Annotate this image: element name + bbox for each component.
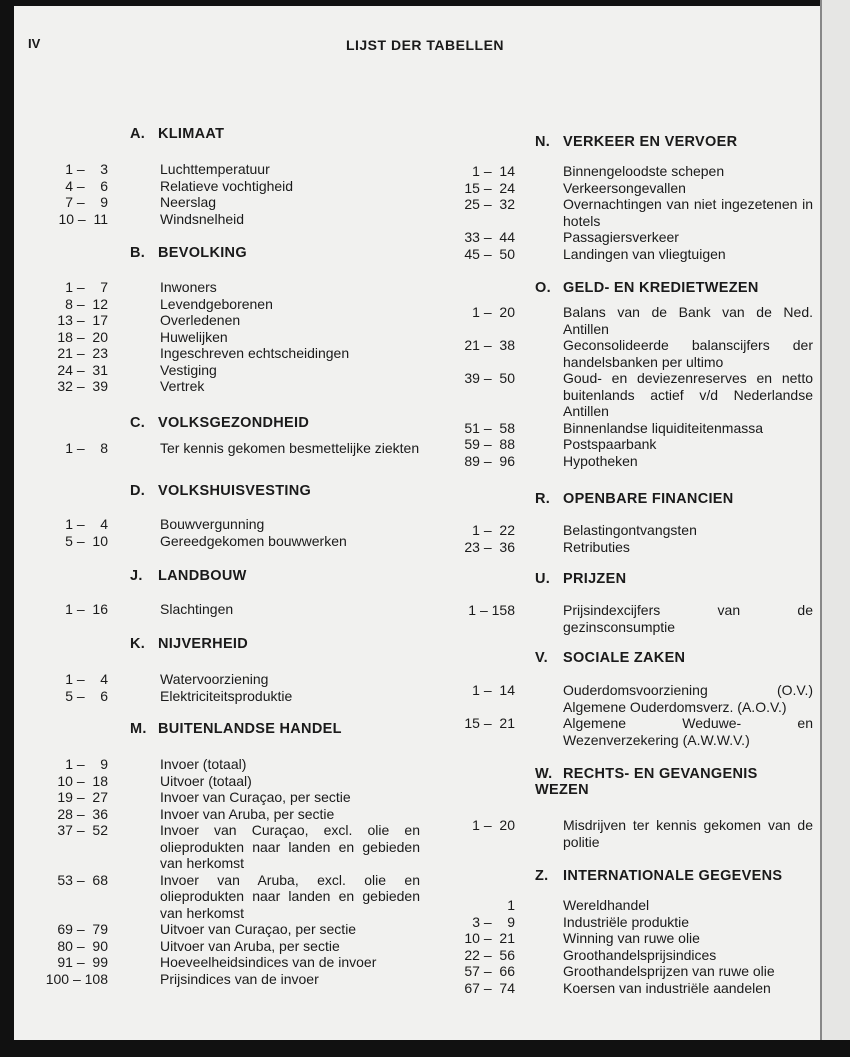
- table-range: 15 – 24: [464, 179, 515, 196]
- table-range: 67 – 74: [464, 979, 515, 996]
- section-heading: [535, 868, 782, 884]
- table-entry: [18, 789, 420, 806]
- table-title: Landingen van vliegtuigen: [563, 245, 726, 262]
- table-range: 28 – 36: [57, 805, 108, 822]
- section-heading: [535, 491, 734, 507]
- table-range: 3 – 9: [472, 913, 515, 930]
- table-entry: [420, 602, 813, 635]
- table-title: Relatieve vochtigheid: [160, 177, 294, 194]
- table-entry: [420, 914, 813, 931]
- table-title: Groothandelsprijzen van ruwe olie: [563, 963, 775, 979]
- table-title: Misdrijven ter kennis gekomen van de politie: [563, 817, 813, 850]
- section-heading: [535, 571, 626, 587]
- table-entry: [18, 178, 420, 195]
- section-heading: [535, 650, 685, 666]
- table-range: 89 – 96: [464, 452, 515, 469]
- table-entry: [18, 161, 420, 178]
- section-letter: C.: [130, 415, 146, 431]
- table-range: 39 – 50: [464, 370, 515, 386]
- table-entry: [18, 296, 420, 313]
- section-name: SOCIALE ZAKEN: [563, 650, 686, 666]
- table-entry: [420, 337, 813, 370]
- table-range: 37 – 52: [57, 822, 108, 838]
- table-range: 21 – 23: [57, 345, 108, 361]
- table-entry: [18, 822, 420, 872]
- table-title: Huwelijken: [160, 328, 228, 345]
- section-name: RECHTS- EN GEVANGENIS WEZEN: [535, 766, 758, 798]
- table-range: 91 – 99: [57, 954, 108, 970]
- table-entry: [18, 971, 420, 988]
- table-entry: [18, 516, 420, 533]
- table-range: 10 – 21: [464, 930, 515, 946]
- table-entry: [420, 930, 813, 947]
- table-range: 80 – 90: [57, 937, 108, 954]
- table-list: [18, 516, 420, 549]
- table-title: Uitvoer (totaal): [160, 772, 252, 789]
- table-entry: [420, 682, 813, 715]
- table-title: Overledenen: [160, 312, 241, 328]
- table-range: 1 – 7: [65, 279, 108, 295]
- table-entry: [18, 312, 420, 329]
- scan-edge: [0, 1040, 850, 1057]
- table-range: 18 – 20: [57, 328, 108, 345]
- table-range: 1 – 16: [65, 601, 108, 617]
- table-entry: [420, 304, 813, 337]
- section-heading: [130, 636, 248, 652]
- table-entry: [420, 196, 813, 229]
- table-list: [420, 897, 813, 996]
- table-entry: [420, 522, 813, 539]
- table-entry: [18, 921, 420, 938]
- table-list: [18, 671, 420, 704]
- table-range: 15 – 21: [464, 715, 515, 731]
- table-range: 33 – 44: [464, 229, 515, 245]
- table-range: 1 – 8: [65, 440, 108, 456]
- table-title: Belastingontvangsten: [563, 522, 697, 538]
- table-entry: [18, 362, 420, 379]
- table-title: Inwoners: [160, 279, 217, 295]
- table-range: 1 – 14: [472, 163, 515, 179]
- table-title: Goud- en deviezenreserves en netto buitenlands actief v/d Nederlandse Antillen: [563, 370, 813, 419]
- table-title: Invoer van Aruba, per sectie: [160, 805, 335, 822]
- table-list: [18, 279, 420, 395]
- table-title: Vestiging: [160, 361, 217, 378]
- section-name: BEVOLKING: [158, 245, 247, 261]
- table-title: Postspaarbank: [563, 436, 657, 452]
- section-heading: [130, 245, 247, 261]
- table-entry: [420, 980, 813, 997]
- section-letter: N.: [535, 134, 551, 150]
- table-range: 13 – 17: [57, 312, 108, 328]
- table-range: 45 – 50: [464, 245, 515, 262]
- section-letter: D.: [130, 483, 146, 499]
- table-range: 1 – 20: [472, 304, 515, 320]
- table-range: 25 – 32: [464, 196, 515, 212]
- section-name: VOLKSHUISVESTING: [158, 483, 312, 499]
- table-entry: [420, 420, 813, 437]
- section-letter: R.: [535, 491, 551, 507]
- table-entry: [420, 539, 813, 556]
- table-title: Verkeersongevallen: [563, 179, 686, 196]
- table-range: 7 – 9: [65, 194, 108, 210]
- table-entry: [18, 345, 420, 362]
- table-range: 1 – 9: [65, 756, 108, 772]
- table-entry: [18, 806, 420, 823]
- table-title: Koersen van industriële aandelen: [563, 979, 771, 996]
- section-letter: Z.: [535, 868, 549, 884]
- table-title: Ter kennis gekomen besmettelijke ziekten: [160, 440, 420, 456]
- table-entry: [420, 229, 813, 246]
- table-entry: [18, 773, 420, 790]
- table-title: Binnengeloodste schepen: [563, 163, 725, 179]
- table-list: [420, 304, 813, 469]
- table-title: Invoer (totaal): [160, 756, 247, 772]
- section-name: GELD- EN KREDIETWEZEN: [563, 280, 759, 296]
- table-title: Prijsindexcijfers van de gezinsconsumptie: [563, 602, 813, 635]
- table-title: Balans van de Bank van de Ned. Antillen: [563, 304, 813, 337]
- section-letter: J.: [130, 568, 143, 584]
- page-number: IV: [28, 36, 41, 51]
- section-name: VOLKSGEZONDHEID: [158, 415, 310, 431]
- table-entry: [18, 279, 420, 296]
- table-list: [420, 602, 813, 635]
- section-name: LANDBOUW: [158, 568, 247, 584]
- section-heading: [130, 415, 309, 431]
- table-list: [18, 601, 420, 618]
- table-title: Algemene Weduwe- en Wezenverzekering (A.W.W.V.): [563, 715, 813, 748]
- table-title: Binnenlandse liquiditeitenmassa: [563, 419, 764, 436]
- table-title: Invoer van Aruba, excl. olie en olieprodukten naar landen en gebieden van herkomst: [160, 871, 420, 921]
- table-range: 10 – 18: [57, 772, 108, 789]
- table-title: Uitvoer van Curaçao, per sectie: [160, 921, 357, 937]
- table-entry: [18, 938, 420, 955]
- table-title: Luchttemperatuur: [160, 161, 270, 177]
- table-range: 1 – 14: [472, 682, 515, 698]
- table-list: [420, 522, 813, 555]
- table-entry: [420, 163, 813, 180]
- table-range: 5 – 10: [65, 532, 108, 549]
- table-entry: [18, 671, 420, 688]
- section-letter: W.: [535, 766, 553, 782]
- section-heading: [535, 766, 795, 798]
- table-title: Hoeveelheidsindices van de invoer: [160, 954, 377, 970]
- section-heading: [130, 568, 247, 584]
- table-entry: [420, 453, 813, 470]
- table-list: [420, 817, 813, 850]
- table-range: 57 – 66: [464, 963, 515, 979]
- section-name: OPENBARE FINANCIEN: [563, 491, 734, 507]
- table-entry: [18, 194, 420, 211]
- table-entry: [420, 715, 813, 748]
- table-range: 100 – 108: [45, 970, 108, 987]
- section-letter: M.: [130, 721, 147, 737]
- table-title: Hypotheken: [563, 452, 638, 469]
- table-range: 22 – 56: [464, 946, 515, 963]
- table-range: 1 – 20: [472, 817, 515, 833]
- table-title: Prijsindices van de invoer: [160, 970, 319, 987]
- table-entry: [18, 533, 420, 550]
- table-title: Levendgeborenen: [160, 295, 273, 312]
- table-range: 1 – 3: [65, 161, 108, 177]
- page-title: LIJST DER TABELLEN: [345, 37, 505, 53]
- table-range: 21 – 38: [464, 337, 515, 353]
- table-entry: [420, 817, 813, 850]
- section-heading: [535, 134, 737, 150]
- table-title: Industriële produktie: [563, 913, 690, 930]
- table-range: 8 – 12: [65, 295, 108, 312]
- table-list: [420, 682, 813, 748]
- table-title: Bouwvergunning: [160, 516, 265, 532]
- table-entry: [420, 897, 813, 914]
- section-name: BUITENLANDSE HANDEL: [158, 721, 342, 737]
- table-range: 69 – 79: [57, 921, 108, 937]
- table-title: Slachtingen: [160, 601, 234, 617]
- section-letter: A.: [130, 126, 146, 142]
- scan-edge: [0, 0, 850, 6]
- section-name: INTERNATIONALE GEGEVENS: [563, 868, 783, 884]
- table-title: Watervoorziening: [160, 671, 269, 687]
- table-range: 32 – 39: [57, 378, 108, 394]
- section-heading: [130, 483, 311, 499]
- section-letter: O.: [535, 280, 551, 296]
- table-entry: [18, 954, 420, 971]
- table-entry: [18, 756, 420, 773]
- table-range: 1 – 22: [472, 522, 515, 538]
- table-range: 1 – 158: [468, 602, 515, 618]
- table-range: 1: [507, 897, 515, 913]
- table-title: Invoer van Curaçao, per sectie: [160, 789, 351, 805]
- table-list: [18, 440, 420, 457]
- table-entry: [420, 370, 813, 420]
- table-title: Retributies: [563, 538, 630, 555]
- table-entry: [18, 688, 420, 705]
- table-title: Windsnelheid: [160, 210, 245, 227]
- table-entry: [420, 963, 813, 980]
- table-title: Wereldhandel: [563, 897, 650, 913]
- table-entry: [18, 211, 420, 228]
- table-title: Vertrek: [160, 378, 205, 394]
- table-title: Ouderdomsvoorziening (O.V.) Algemene Ouderdomsverz. (A.O.V.): [563, 682, 813, 715]
- section-name: VERKEER EN VERVOER: [563, 134, 738, 150]
- table-title: Overnachtingen van niet ingezetenen in hotels: [563, 196, 813, 229]
- table-title: Gereedgekomen bouwwerken: [160, 532, 347, 549]
- table-title: Elektriciteitsproduktie: [160, 687, 293, 704]
- table-entry: [18, 329, 420, 346]
- section-letter: U.: [535, 571, 551, 587]
- table-entry: [18, 440, 420, 457]
- table-range: 10 – 11: [58, 210, 108, 227]
- table-title: Groothandelsprijsindices: [563, 946, 717, 963]
- table-entry: [420, 947, 813, 964]
- table-range: 59 – 88: [464, 436, 515, 452]
- section-letter: V.: [535, 650, 548, 666]
- table-title: Invoer van Curaçao, excl. olie en olieprodukten naar landen en gebieden van herkomst: [160, 822, 420, 871]
- table-range: 24 – 31: [57, 361, 108, 378]
- table-range: 4 – 6: [65, 177, 108, 194]
- adjacent-page: [820, 0, 850, 1057]
- section-heading: [130, 721, 342, 737]
- table-range: 23 – 36: [464, 538, 515, 555]
- table-entry: [420, 436, 813, 453]
- table-list: [18, 756, 420, 987]
- table-title: Ingeschreven echtscheidingen: [160, 345, 350, 361]
- section-letter: K.: [130, 636, 146, 652]
- scan-edge: [0, 0, 14, 1057]
- table-range: 1 – 4: [65, 516, 108, 532]
- section-heading: [535, 280, 759, 296]
- table-range: 5 – 6: [65, 687, 108, 704]
- table-entry: [18, 601, 420, 618]
- table-list: [420, 163, 813, 262]
- table-title: Winning van ruwe olie: [563, 930, 700, 946]
- table-title: Geconsolideerde balanscijfers der handelsbanken per ultimo: [563, 337, 813, 370]
- section-letter: B.: [130, 245, 146, 261]
- section-name: PRIJZEN: [563, 571, 627, 587]
- table-range: 51 – 58: [464, 419, 515, 436]
- table-range: 19 – 27: [57, 789, 108, 805]
- section-heading: [130, 126, 224, 142]
- table-list: [18, 161, 420, 227]
- section-name: NIJVERHEID: [158, 636, 249, 652]
- table-entry: [18, 872, 420, 922]
- table-entry: [420, 246, 813, 263]
- section-name: KLIMAAT: [158, 126, 225, 142]
- table-range: 53 – 68: [57, 871, 108, 888]
- table-range: 1 – 4: [65, 671, 108, 687]
- table-title: Passagiersverkeer: [563, 229, 679, 245]
- table-entry: [18, 378, 420, 395]
- table-entry: [420, 180, 813, 197]
- table-title: Neerslag: [160, 194, 217, 210]
- table-title: Uitvoer van Aruba, per sectie: [160, 937, 340, 954]
